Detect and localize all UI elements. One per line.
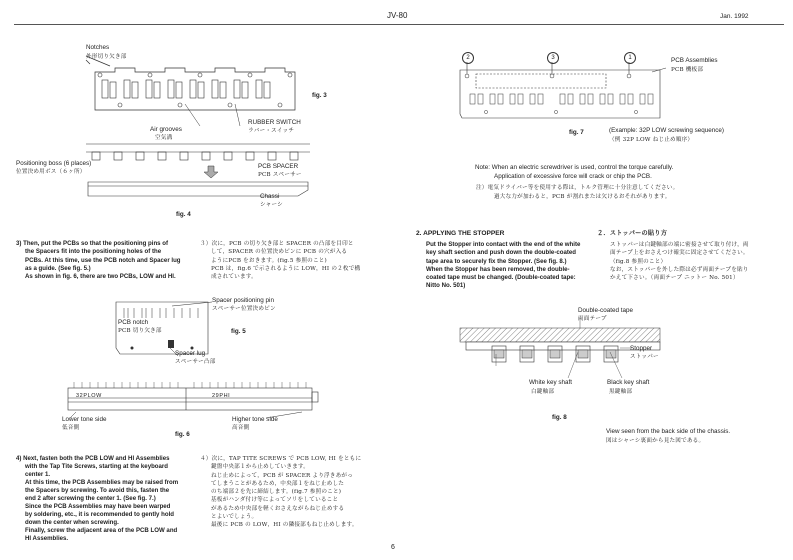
fig7-marker-3: 3	[547, 52, 559, 64]
step4-text-jp	[200, 455, 361, 530]
fig5-lug-label: Spacer lug	[175, 350, 206, 357]
page-number: 6	[391, 544, 395, 551]
fig3-pcb-drawing	[90, 60, 300, 120]
fig4-spacer-label: PCB SPACER	[258, 163, 299, 170]
step4-line: HI Assemblies.	[25, 535, 69, 542]
step3-jp-line: PCB は，fig.6 で示されるように LOW，HI の２枚で構	[211, 265, 361, 272]
stopper-jp-line: かえて下さい。（両面テープ ニットー No. 501）	[610, 275, 739, 282]
note-jp-2: 過大な力が加わると，PCB が割れまたは欠けるおそれがあります。	[494, 194, 671, 200]
step3-line: PCBs. At this time, use the PCB notch and Spacer lug	[25, 256, 181, 264]
fig4-chassis-label: Chassi	[260, 193, 280, 200]
step4-text-en	[16, 455, 178, 543]
fig6-board-low: 32PLOW	[76, 393, 102, 399]
step4-line: by soldering, etc., it is recommended to gently hold	[25, 511, 174, 518]
stopper-heading-jp: ２．ストッパーの貼り方	[597, 230, 668, 237]
fig8-label: fig. 8	[552, 414, 567, 421]
stopper-text-jp	[610, 241, 749, 282]
fig3-air-label-jp: 空気溝	[155, 135, 173, 141]
fig5-lug-label-jp: スペーサー凸部	[175, 359, 216, 365]
step4-line: center 1.	[25, 471, 51, 478]
stopper-line: Put the Stopper into contact with the end of the white	[426, 241, 581, 248]
step3-jp-line: ようにPCB をおきます。(fig.5 参照のこと)	[211, 257, 327, 264]
fig7-pcb-label-jp: PCB 機板部	[671, 67, 704, 73]
fig8-tape-label: Double-coated tape	[578, 307, 633, 314]
step4-jp-line: とよいでしょう。	[211, 514, 258, 521]
step4-line: end 2 after screwing the center 1. (See fig. 7.)	[25, 495, 156, 502]
step4-jp-line: 基板がハンダ付け等によってソリをしていること	[211, 497, 339, 504]
stopper-line: tape area to securely fix the Stopper. (See fig. 8.)	[426, 257, 567, 265]
stopper-line: coated tape must be changed. (Double-coated tape:	[426, 274, 576, 282]
fig4-chassis-label-jp: シャーシ	[260, 202, 283, 208]
doc-model: JV-80	[387, 11, 408, 20]
header-rule	[14, 24, 784, 25]
step3-line: As shown in fig. 6, there are two PCBs, LOW and HI.	[25, 273, 176, 281]
step4-jp-line: のち端部２を先に締結します。(fig.7 参照のこと)	[211, 489, 342, 496]
fig4-boss-label: Positioning boss (6 places)	[16, 160, 92, 167]
fig3-rubber-label-jp: ラバー・スイッチ	[248, 128, 295, 134]
fig7-label: fig. 7	[569, 129, 584, 136]
stopper-text-en	[426, 241, 580, 291]
step4-line: Finally, screw the adjacent area of the PCB LOW and	[25, 527, 178, 534]
doc-date: Jan. 1992	[720, 13, 749, 20]
fig3-air-label: Air grooves	[150, 126, 182, 133]
step4-jp-line: ねじ止めによって，PCB が SPACER より浮きあがっ	[211, 472, 353, 479]
fig5-pin-label-jp: スペーサー位置決めピン	[212, 306, 276, 312]
step3-text-jp	[200, 240, 360, 281]
step3-jp-line: ３）次に，PCB の切り欠き部と SPACER の凸部を目印と	[200, 241, 354, 247]
stopper-jp-line: なお，ストッパーを外した際は必ず両面テープを貼り	[610, 266, 749, 273]
fig7-pcb-drawing	[456, 62, 666, 124]
stopper-jp-line: 面テープ上をおさえつけ確実に固定させてください。	[610, 250, 749, 257]
fig8-white-key-label: White key shaft	[529, 379, 573, 386]
fig8-tape-label-jp: 両面テープ	[578, 316, 607, 322]
stopper-heading: 2. APPLYING THE STOPPER	[416, 230, 505, 237]
step4-line: Since the PCB Assemblies may have been warped	[25, 503, 171, 510]
fig5-pin-label: Spacer positioning pin	[212, 297, 274, 304]
fig3-label: fig. 3	[312, 92, 327, 99]
fig8-view-note: View seen from the back side of the chassis.	[606, 428, 731, 435]
fig4-boss-label-jp: 位置決め用ボス（６ヶ所）	[16, 169, 86, 175]
fig4-spacer-label-jp: PCB スペーサー	[258, 172, 302, 178]
fig3-notches-label: Notches	[86, 44, 110, 51]
step4-jp-line: ４）次に，TAP TITE SCREWS で PCB LOW, HI をともに	[200, 456, 362, 462]
fig6-low-label: Lower tone side	[62, 416, 107, 423]
stopper-jp-line: （fig.8 参照のこと）	[610, 258, 667, 265]
step4-line: 4) Next, fasten both the PCB LOW and HI Assemblies	[16, 455, 170, 462]
step3-line: the Spacers fit into the positioning holes of the	[25, 248, 162, 256]
fig4-label: fig. 4	[176, 211, 191, 218]
fig8-view-note-jp: 図はシャーシ裏面から見た図である。	[606, 438, 705, 444]
step4-line: the Spacers by screwing. To avoid this, fasten the	[25, 487, 170, 494]
fig8-stopper-label-jp: ストッパー	[630, 354, 659, 360]
step4-line: with the Tap Tite Screws, starting at the keyboard	[25, 463, 169, 470]
fig6-hi-label-jp: 高音側	[232, 425, 250, 431]
step3-jp-line: 成されています。	[211, 274, 257, 281]
note-en-2: Application of excessive force will crack or chip the PCB.	[494, 173, 652, 180]
stopper-line: When the Stopper has been removed, the double-	[426, 265, 570, 273]
fig3-notches-label-jp: 外形切り欠き部	[86, 54, 127, 60]
step4-jp-line: 最後に PCB の LOW，HI の隣接部もねじ止めします。	[211, 522, 358, 529]
fig6-hi-label: Higher tone side	[232, 416, 278, 423]
fig3-rubber-label: RUBBER SWITCH	[248, 119, 301, 126]
fig6-pcb-strip-drawing	[66, 378, 320, 418]
fig8-black-key-label: Black key shaft	[607, 379, 650, 386]
fig8-stopper-label: Stopper	[630, 345, 653, 352]
fig7-pcb-label: PCB Assemblies	[671, 57, 718, 64]
note-en-1: Note: When an electric screwdriver is used, control the torque carefully.	[475, 164, 674, 171]
fig7-example-jp: （例 32P LOW ねじ止め順序）	[609, 137, 694, 143]
fig7-marker-2: 2	[462, 52, 474, 64]
fig5-label: fig. 5	[231, 328, 246, 335]
fig7-marker-1: 1	[624, 52, 636, 64]
step3-line: 3) Then, put the PCBs so that the positioning pins of	[16, 240, 168, 247]
fig5-notch-label-jp: PCB 切り欠き部	[118, 328, 162, 334]
fig8-white-key-label-jp: 白鍵軸部	[531, 389, 555, 395]
step4-jp-line: てしまうことがあるため，中央部１をねじ止めした	[211, 480, 345, 487]
fig6-board-hi: 29PHI	[212, 393, 231, 399]
stopper-jp-line: ストッパーは白鍵軸部の端に密接させて取り付け，両	[610, 242, 749, 248]
step4-jp-line: があるため中央部を軽くおさえながらねじ止めする	[211, 505, 345, 512]
fig6-label: fig. 6	[175, 431, 190, 438]
step4-line: At this time, the PCB Assemblies may be raised from	[25, 479, 179, 486]
step3-jp-line: して，SPACER の位置決めピンに PCB の穴が入る	[211, 249, 348, 256]
step3-line: as a guide. (See fig. 5.)	[25, 264, 91, 272]
fig5-notch-label: PCB notch	[118, 319, 149, 326]
step4-line: down the center when screwing.	[25, 519, 119, 526]
fig6-low-label-jp: 低音側	[62, 425, 80, 431]
step4-jp-line: 鍵盤中央部１から止めしていきます。	[211, 464, 310, 471]
fig8-black-key-label-jp: 黒鍵軸部	[609, 389, 633, 395]
stopper-line: key shaft section and push down the double-coated	[426, 249, 576, 257]
fig7-example: (Example: 32P LOW screwing sequence)	[609, 127, 725, 134]
step3-text-en	[16, 240, 181, 281]
note-jp-1: 注）電気ドライバー等を使用する際は，トルク管理に十分注意してください。	[476, 185, 679, 191]
stopper-line: Nitto No. 501)	[426, 282, 466, 290]
